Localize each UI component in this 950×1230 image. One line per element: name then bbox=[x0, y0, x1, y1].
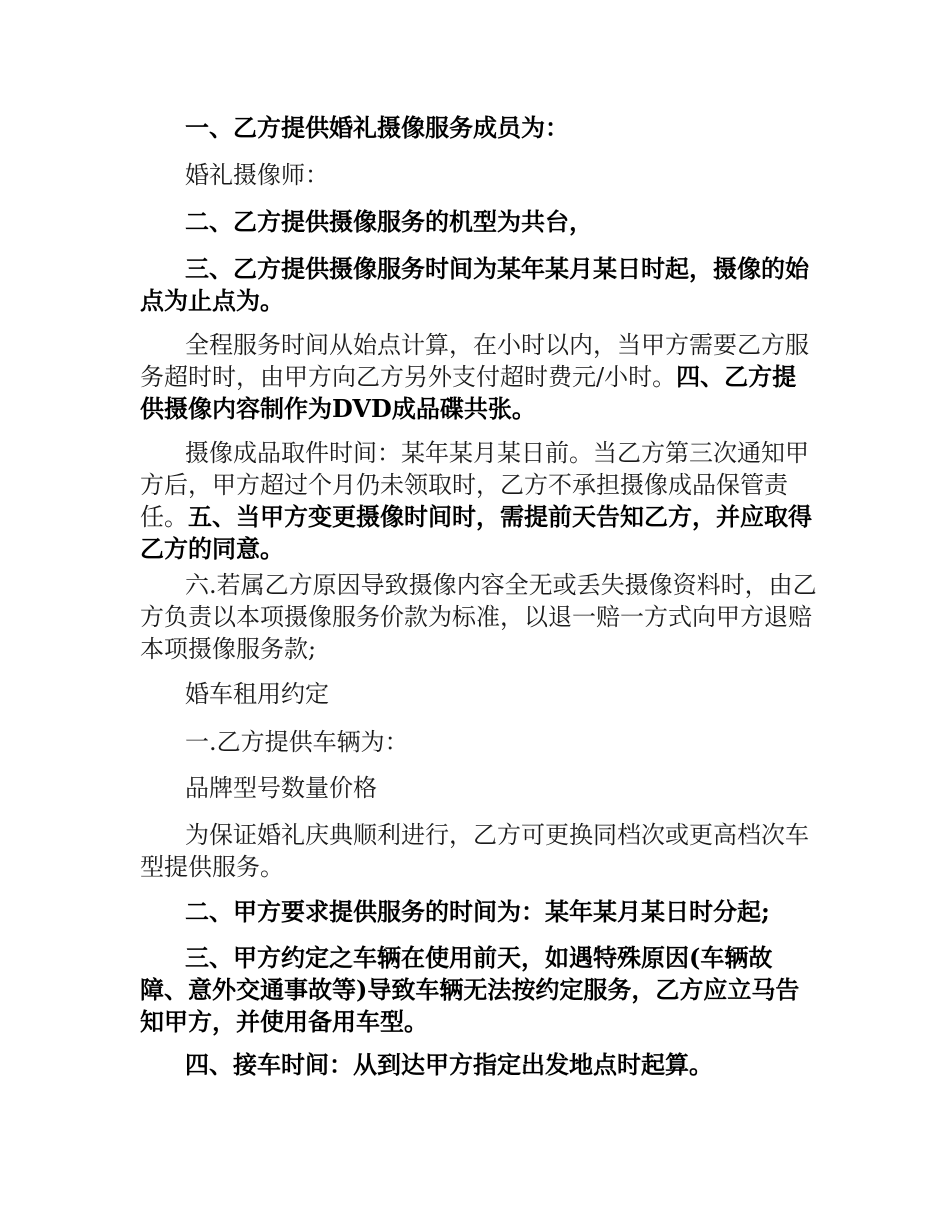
compensation-text: 六.若属乙方原因导致摄像内容全无或丢失摄像资料时，由乙方负责以本项摄像服务价款为标准，以退一赔一方式向甲方退赔本项摄像服务款; bbox=[140, 571, 817, 663]
car-rental-title: 婚车租用约定 bbox=[185, 680, 329, 708]
overtime-text: 全程服务时间从始点计算，在小时以内，当甲方需要乙方服务超时时，由甲方向乙方另外支付超时费元/小时。 bbox=[140, 331, 809, 391]
paragraph-backup-car bbox=[140, 942, 820, 1038]
car-clause-2-heading: 二、甲方要求提供服务的时间为：某年某月某日时分起; bbox=[185, 897, 770, 926]
photographer-label: 婚礼摄像师： bbox=[185, 161, 329, 189]
paragraph-car-rental-title bbox=[140, 678, 820, 710]
vehicle-columns-text: 品牌型号数量价格 bbox=[185, 774, 377, 802]
paragraph-photographer-members bbox=[140, 112, 820, 144]
paragraph-replacement bbox=[140, 819, 820, 883]
vehicles-text: 一.乙方提供车辆为： bbox=[185, 728, 409, 756]
paragraph-pickup-time bbox=[140, 1049, 820, 1081]
paragraph-pickup bbox=[140, 437, 820, 565]
paragraph-camera-count bbox=[140, 206, 820, 238]
paragraph-vehicles bbox=[140, 726, 820, 758]
pickup-text: 摄像成品取件时间：某年某月某日前。当乙方第三次通知甲方后，甲方超过个月仍未领取时，乙方不承担摄像成品保管责任。 bbox=[140, 439, 809, 531]
paragraph-vehicle-columns bbox=[140, 772, 820, 804]
clause-3-heading: 三、乙方提供摄像服务时间为某年某月某日时起，摄像的始点为止点为。 bbox=[140, 254, 809, 315]
car-clause-4-heading: 四、接车时间：从到达甲方指定出发地点时起算。 bbox=[185, 1050, 713, 1079]
paragraph-service-time bbox=[140, 253, 820, 317]
clause-2-heading: 二、乙方提供摄像服务的机型为共台， bbox=[185, 207, 593, 236]
replacement-text: 为保证婚礼庆典顺利进行，乙方可更换同档次或更高档次车型提供服务。 bbox=[140, 821, 809, 881]
paragraph-photographer bbox=[140, 159, 820, 191]
clause-5-heading: 五、当甲方变更摄像时间时，需提前天告知乙方，并应取得乙方的同意。 bbox=[140, 502, 812, 563]
paragraph-overtime bbox=[140, 329, 820, 425]
paragraph-service-start bbox=[140, 896, 820, 928]
car-clause-3-heading: 三、甲方约定之车辆在使用前天，如遇特殊原因(车辆故障、意外交通事故等)导致车辆无法按约定服务，乙方应立马告知甲方，并使用备用车型。 bbox=[140, 943, 800, 1036]
paragraph-compensation bbox=[140, 569, 820, 665]
clause-4-heading: 四、乙方提供摄像内容制作为DVD成品碟共张。 bbox=[140, 362, 797, 423]
clause-1-heading: 一、乙方提供婚礼摄像服务成员为： bbox=[185, 113, 569, 142]
